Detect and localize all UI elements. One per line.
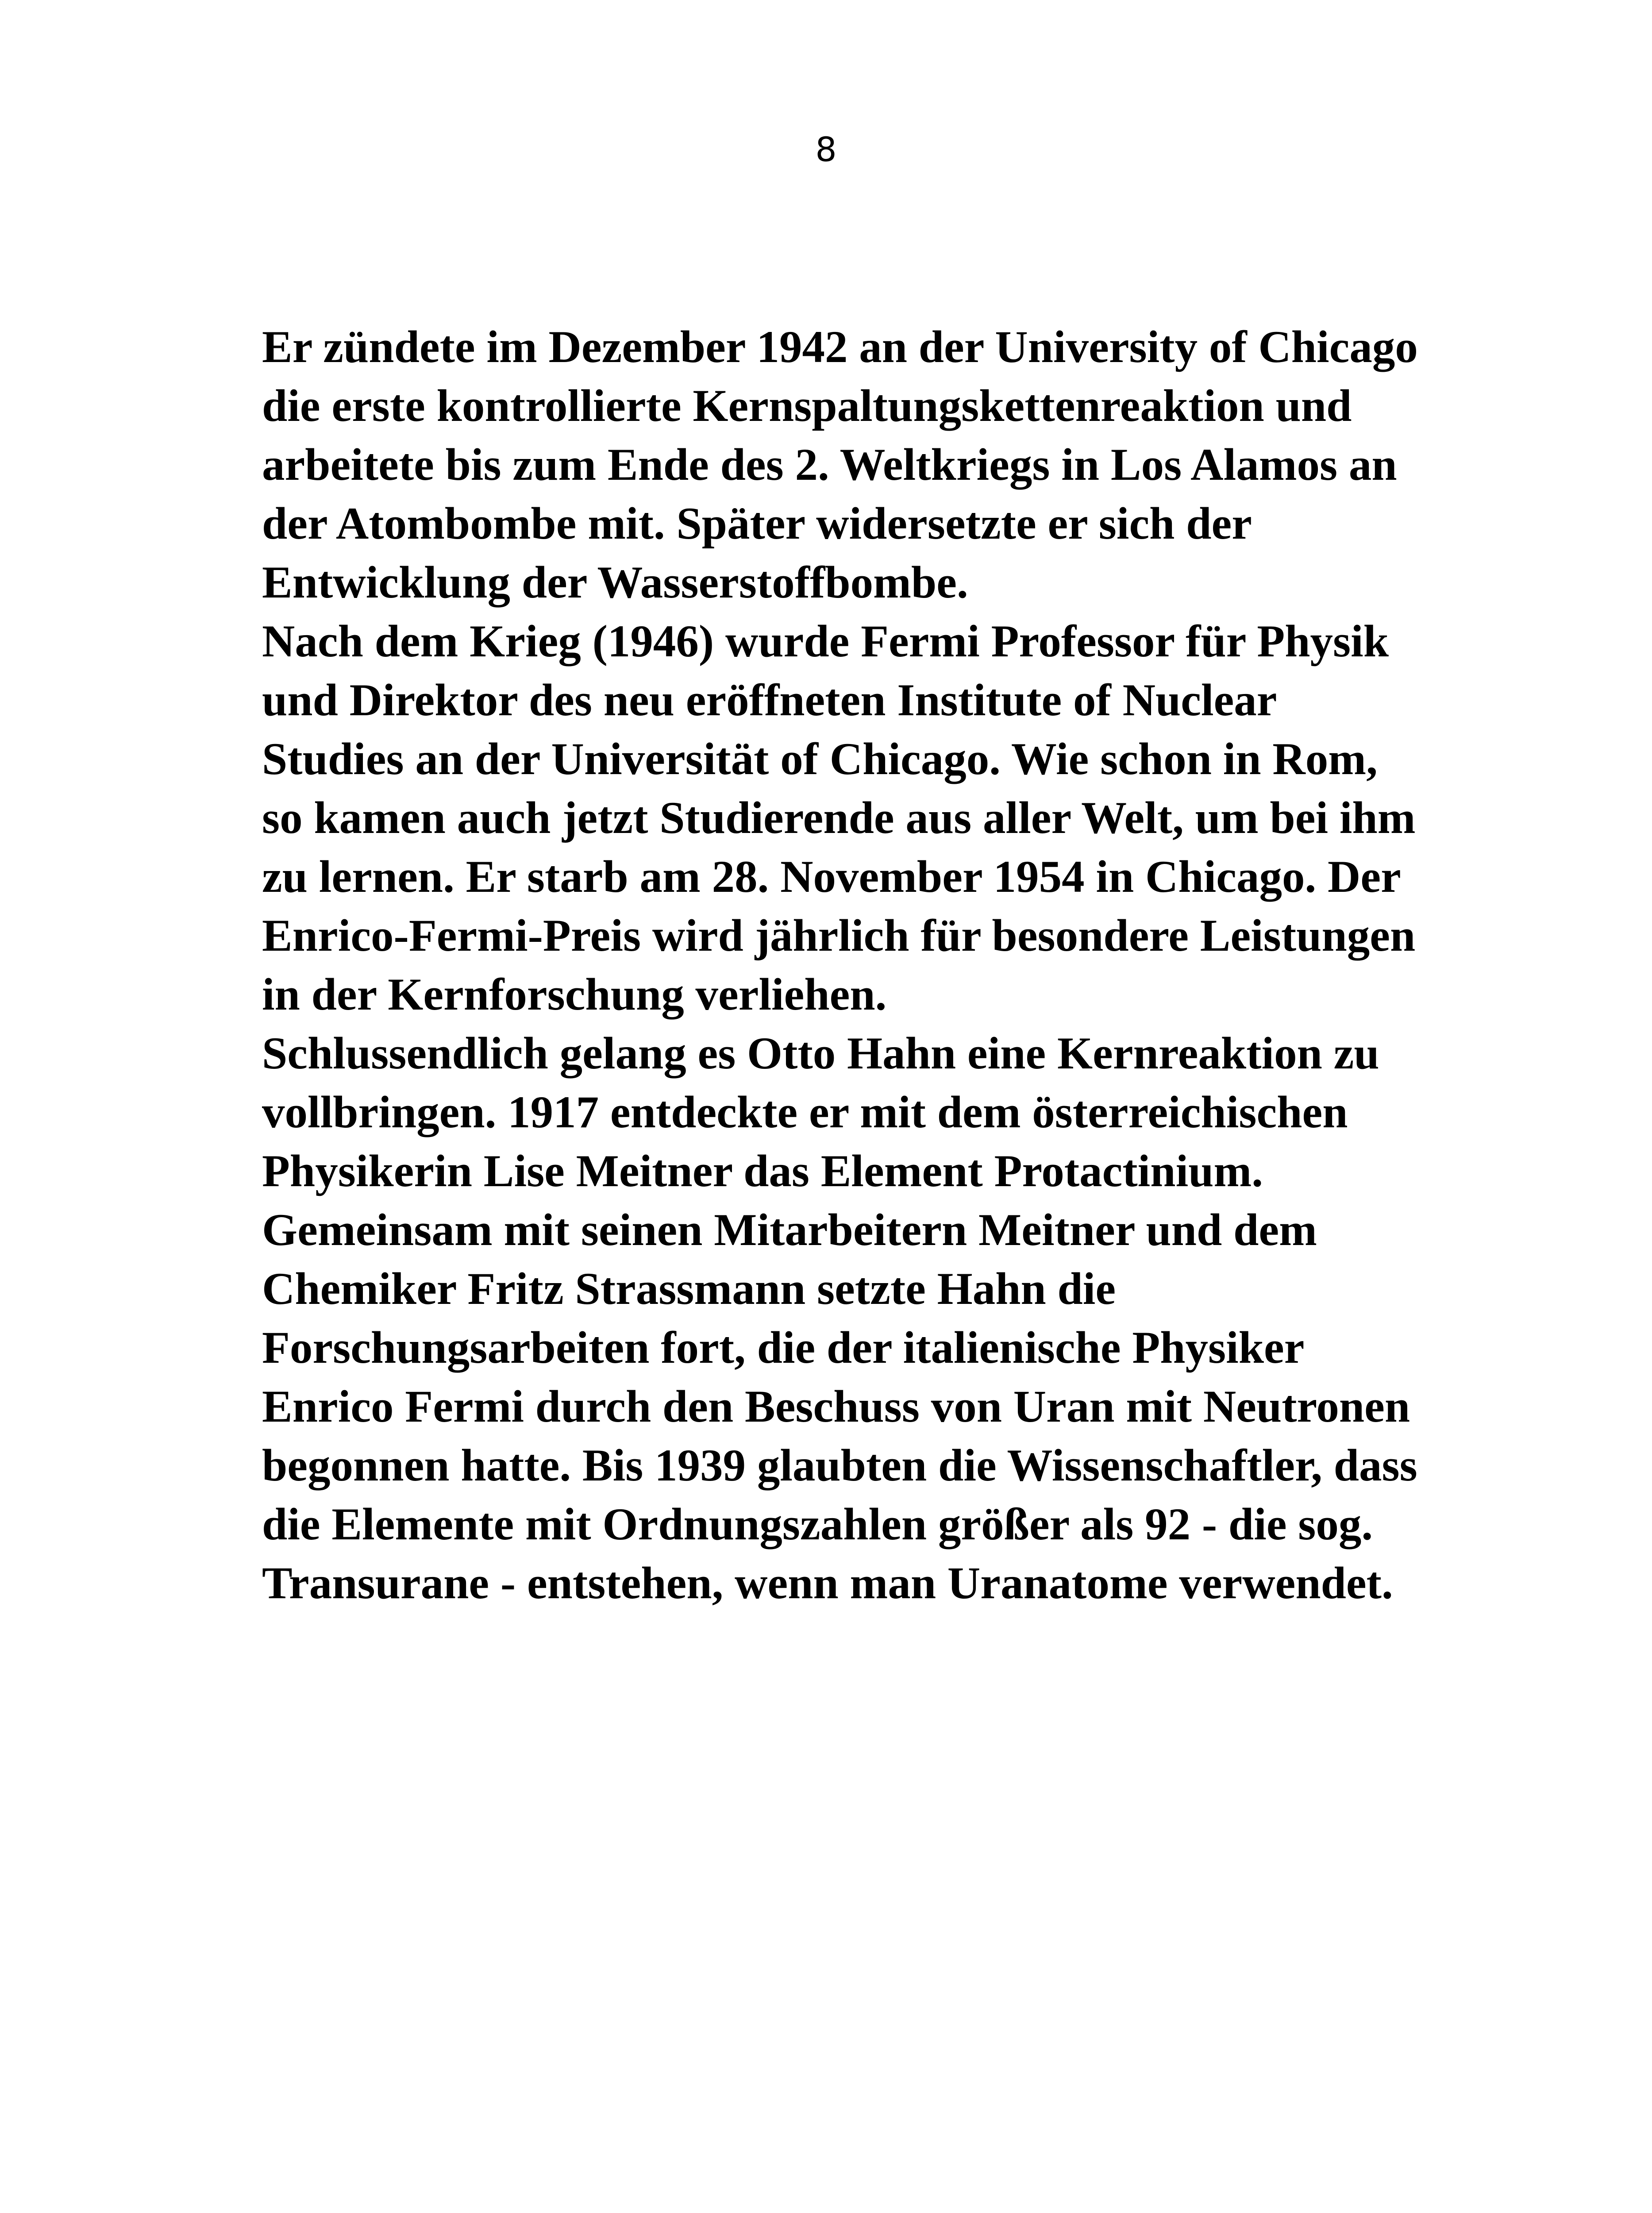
text-line: und Direktor des neu eröffneten Institute of Nuclear	[262, 675, 1277, 725]
text-line: Nach dem Krieg (1946) wurde Fermi Professor für Physik	[262, 616, 1389, 667]
text-line: Entwicklung der Wasserstoffbombe.	[262, 557, 968, 608]
text-line: begonnen hatte. Bis 1939 glaubten die Wissenschaftler, dass	[262, 1440, 1417, 1491]
text-line: Chemiker Fritz Strassmann setzte Hahn die	[262, 1264, 1116, 1314]
text-line: Physikerin Lise Meitner das Element Protactinium.	[262, 1146, 1263, 1196]
text-line: Enrico Fermi durch den Beschuss von Uran mit Neutronen	[262, 1381, 1410, 1432]
text-line: zu lernen. Er starb am 28. November 1954 in Chicago. Der	[262, 852, 1401, 902]
text-line: in der Kernforschung verliehen.	[262, 969, 887, 1020]
text-line: Schlussendlich gelang es Otto Hahn eine Kernreaktion zu	[262, 1028, 1379, 1079]
text-line: Forschungsarbeiten fort, die der italienische Physiker	[262, 1322, 1305, 1373]
text-line: Enrico-Fermi-Preis wird jährlich für besondere Leistungen	[262, 910, 1416, 961]
text-line: Gemeinsam mit seinen Mitarbeitern Meitner und dem	[262, 1205, 1317, 1255]
page-number: 8	[815, 130, 837, 169]
text-line: Transurane - entstehen, wenn man Uranatome verwendet.	[262, 1558, 1393, 1608]
text-line: so kamen auch jetzt Studierende aus aller Welt, um bei ihm	[262, 793, 1416, 843]
text-line: die erste kontrollierte Kernspaltungskettenreaktion und	[262, 381, 1352, 431]
text-line: Studies an der Universität of Chicago. Wie schon in Rom,	[262, 734, 1378, 784]
text-line: der Atombombe mit. Später widersetzte er sich der	[262, 498, 1252, 549]
text-line: Er zündete im Dezember 1942 an der University of Chicago	[262, 322, 1418, 372]
text-line: vollbringen. 1917 entdeckte er mit dem österreichischen	[262, 1087, 1348, 1137]
text-line: die Elemente mit Ordnungszahlen größer als 92 - die sog.	[262, 1499, 1373, 1550]
text-line: arbeitete bis zum Ende des 2. Weltkriegs in Los Alamos an	[262, 440, 1397, 490]
body-text	[262, 318, 1457, 1613]
